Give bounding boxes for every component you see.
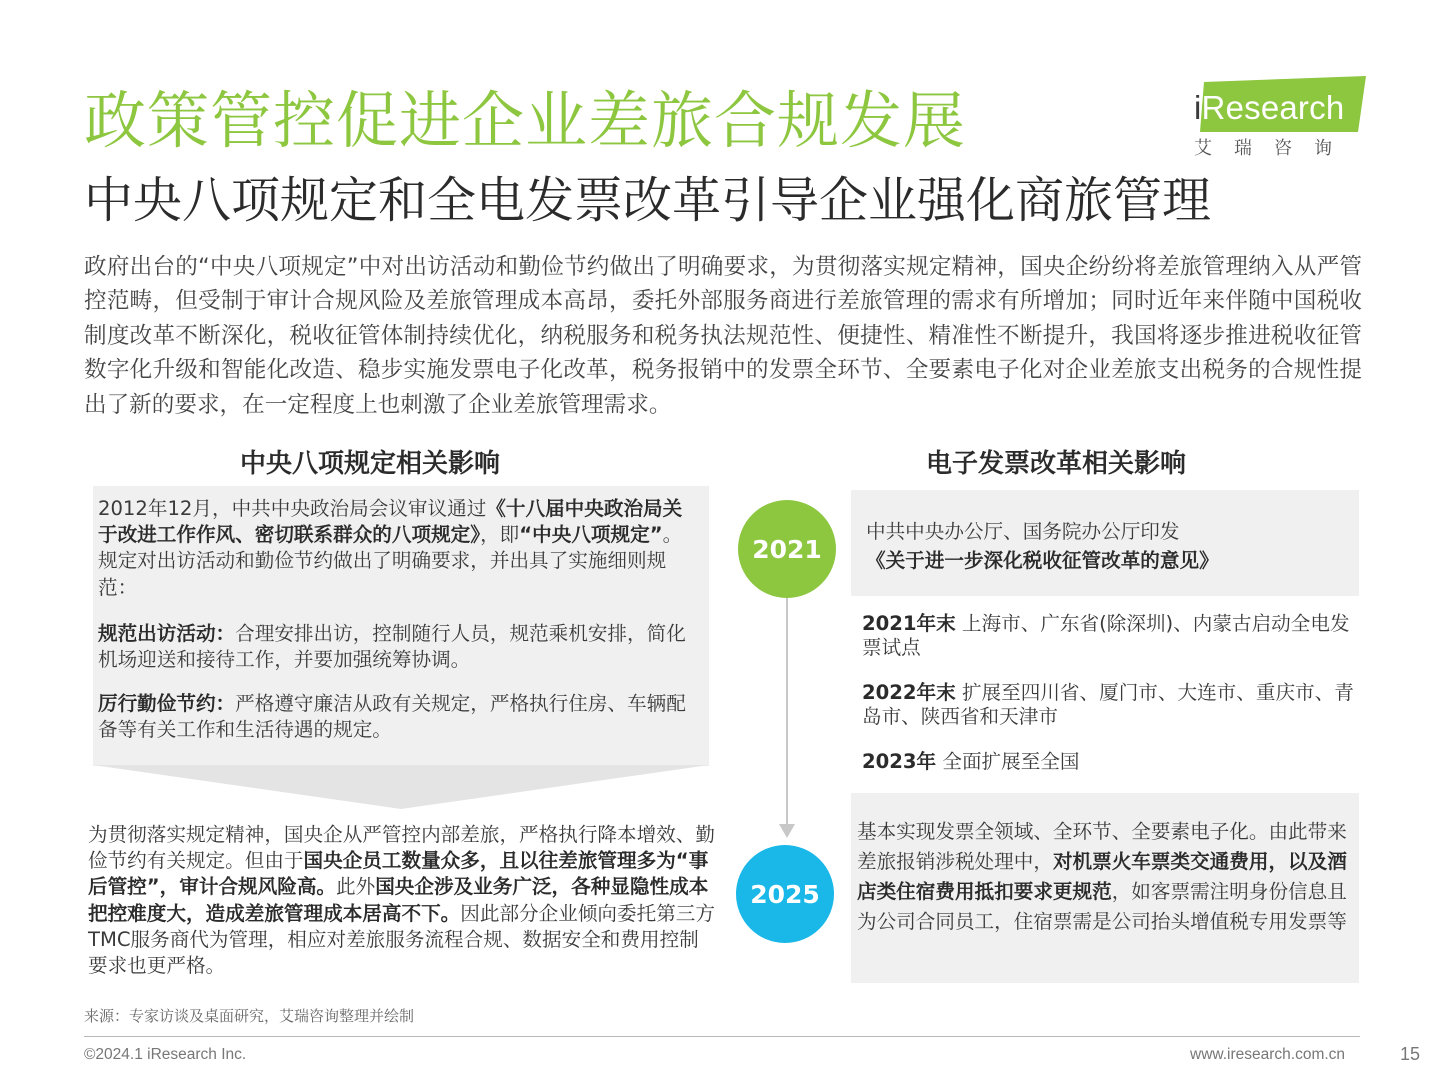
left-bottom-paragraph: 为贯彻落实规定精神，国央企从严管控内部差旅，严格执行降本增效、勤俭节约有关规定。但由于国央企员工数量众多，且以往差旅管理多为“事后管控”，审计合规风险高。此外国央企涉及业务广泛，各种显隐性成本把控难度大，造成差旅管理成本居高不下。因此部分企业倾向委托第三方TMC服务商代为管理，相应对差旅服务流程合规、数据安全和费用控制要求也更严格。 [88, 823, 715, 978]
left-box-content [98, 496, 698, 744]
iresearch-logo [1190, 76, 1366, 162]
timeline-line [786, 598, 788, 828]
policy-document-title: 《关于进一步深化税收征管改革的意见》 [866, 549, 1219, 572]
invoice-outcome-text: 基本实现发票全领域、全环节、全要素电子化。由此带来差旅报销涉税处理中，对机票火车票类交通费用，以及酒店类住宿费用抵扣要求更规范，如客票需注明身份信息且为公司合同员工，住宿票需是公司抬头增值税专用发票等 [857, 820, 1347, 933]
logo-chinese-name: 艾瑞咨询 [1194, 138, 1354, 159]
footer-divider [84, 1036, 1360, 1037]
policy-document-issuer: 中共中央办公厅、国务院办公厅印发 [866, 520, 1180, 543]
year-2025-circle: 2025 [736, 845, 834, 943]
timeline-item: 2022年末 扩展至四川省、厦门市、大连市、重庆市、青岛市、陕西省和天津市 [862, 681, 1354, 728]
page-number: 15 [1400, 1044, 1421, 1064]
timeline-item: 2021年末 上海市、广东省(除深圳)、内蒙古启动全电发票试点 [862, 612, 1350, 659]
page-subtitle: 中央八项规定和全电发票改革引导企业强化商旅管理 [84, 172, 1212, 229]
right-column-heading: 电子发票改革相关影响 [926, 449, 1187, 479]
left-down-arrow-shape [93, 765, 709, 809]
policy-intro-paragraph: 2012年12月，中共中央政治局会议审议通过《十八届中央政治局关于改进工作作风、密切联系群众的八项规定》，即“中央八项规定”。规定对出访活动和勤俭节约做出了明确要求，并出具了实施细则规范： [98, 497, 683, 599]
timeline-item: 2023年 全面扩展至全国 [862, 750, 1080, 773]
year-2021-circle: 2021 [738, 500, 836, 598]
policy-item-visits: 规范出访活动：合理安排出访，控制随行人员，规范乘机安排，简化机场迎送和接待工作，并要加强统筹协调。 [98, 621, 686, 672]
timeline-arrowhead [779, 824, 795, 838]
left-column-heading: 中央八项规定相关影响 [240, 449, 501, 479]
website-link[interactable]: www.iresearch.com.cn [1190, 1046, 1346, 1063]
source-note: 来源：专家访谈及桌面研究，艾瑞咨询整理并绘制 [84, 1007, 415, 1025]
policy-item-frugality: 厉行勤俭节约：严格遵守廉洁从政有关规定，严格执行住房、车辆配备等有关工作和生活待遇的规定。 [98, 692, 686, 742]
intro-paragraph: 政府出台的“中央八项规定”中对出访活动和勤俭节约做出了明确要求，为贯彻落实规定精神，国央企纷纷将差旅管理纳入从严管控范畴，但受制于审计合规风险及差旅管理成本高昂，委托外部服务商进行差旅管理的需求有所增加；同时近年来伴随中国税收制度改革不断深化，税收征管体制持续优化，纳税服务和税务执法规范性、便捷性、精准性不断提升，我国将逐步推进税收征管数字化升级和智能化改造、稳步实施发票电子化改革，税务报销中的发票全环节、全要素电子化对企业差旅支出税务的合规性提出了新的要求，在一定程度上也刺激了企业差旅管理需求。 [84, 254, 1362, 418]
copyright: ©2024.1 iResearch Inc. [84, 1046, 247, 1063]
page-title: 政策管控促进企业差旅合规发展 [84, 84, 967, 157]
logo-wordmark: iResearch [1194, 89, 1345, 126]
